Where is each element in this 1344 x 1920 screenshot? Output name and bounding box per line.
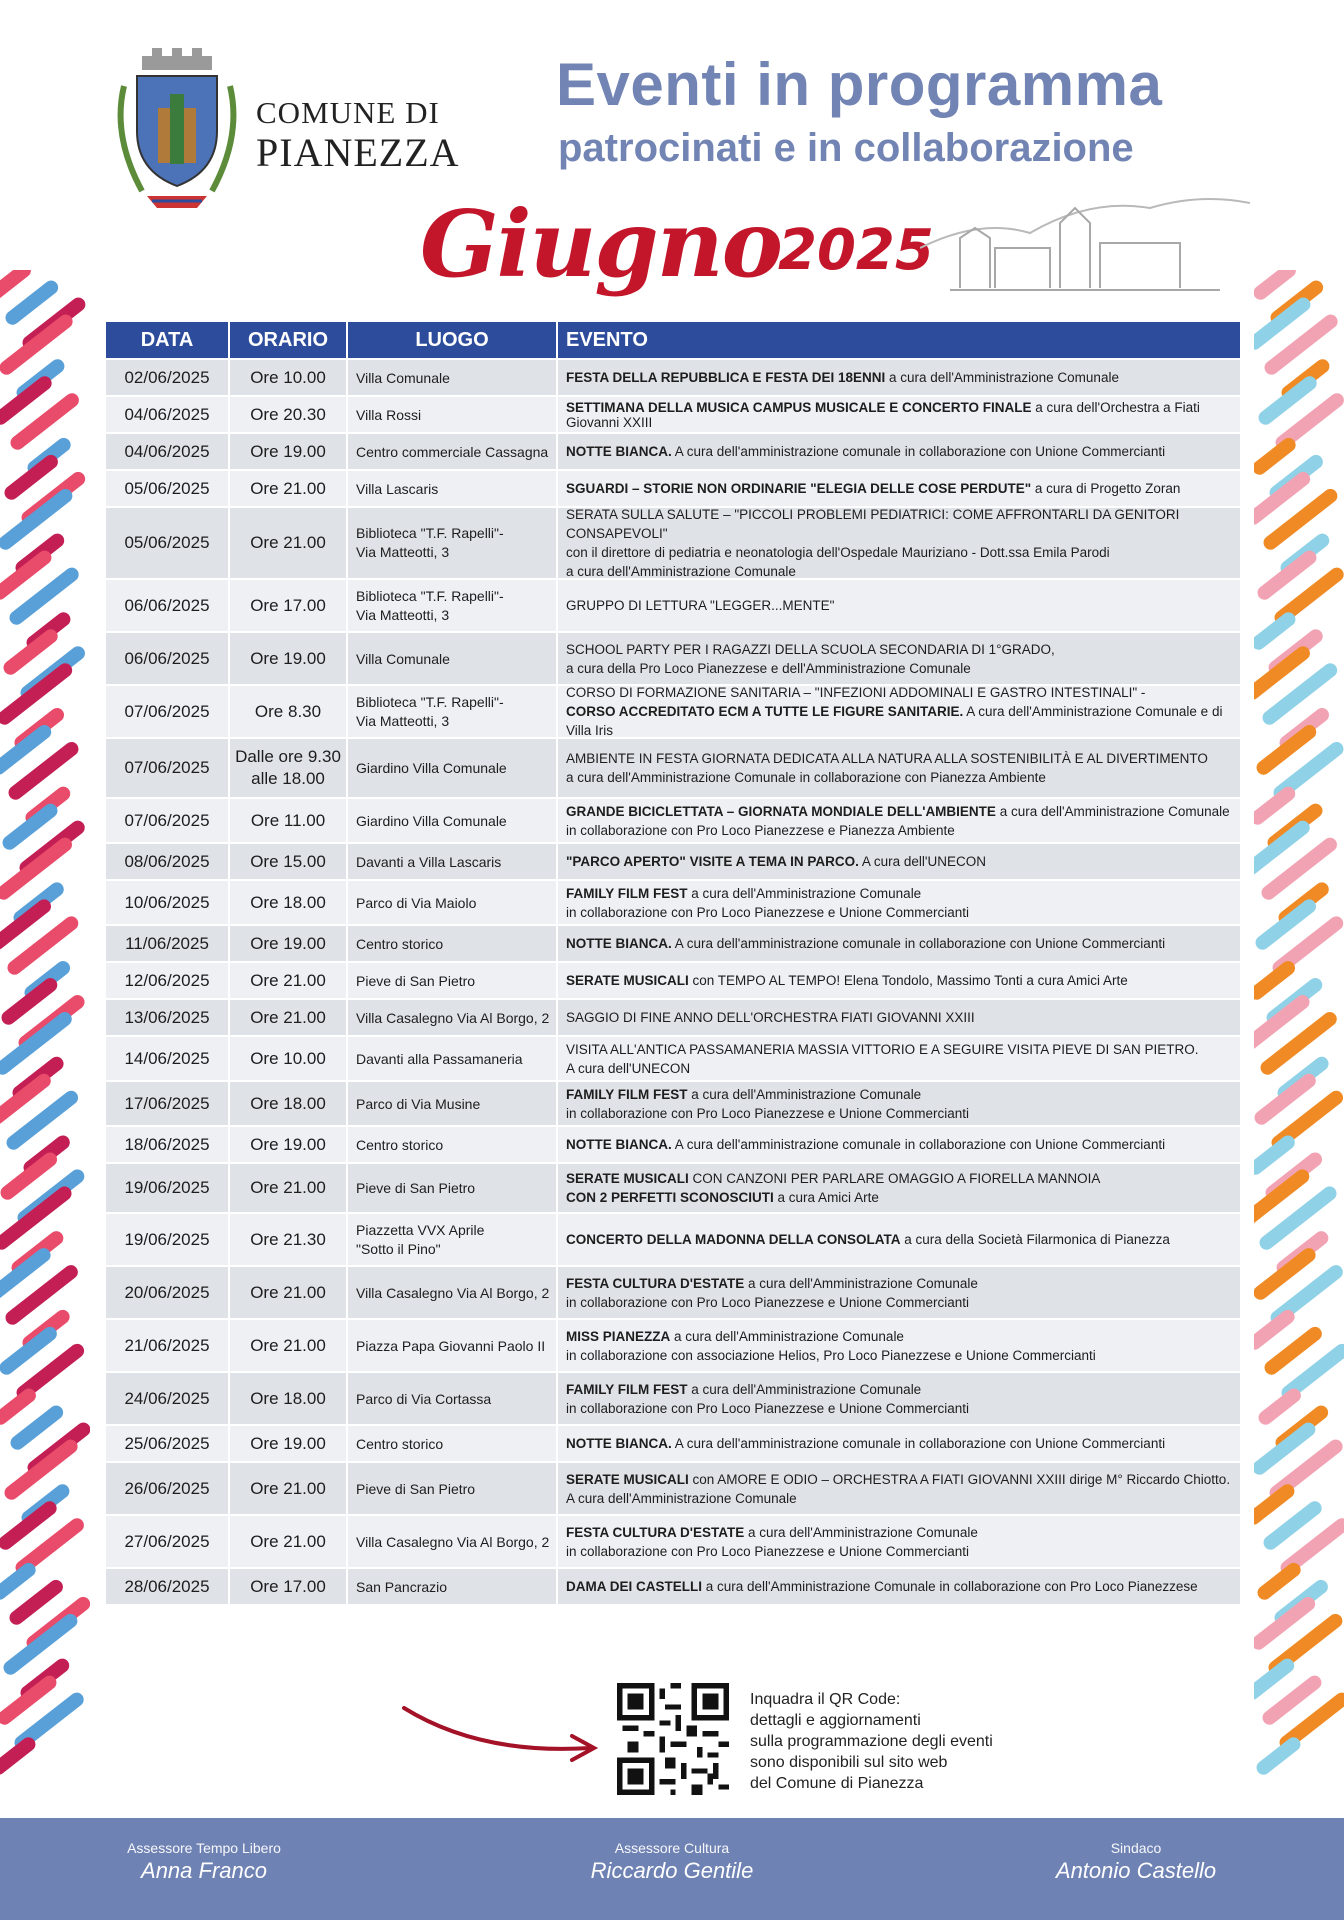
cell-luogo-line: Via Matteotti, 3 — [356, 544, 450, 560]
cell-evento-line: FAMILY FILM FEST a cura dell'Amministrazione Comunale — [566, 1086, 922, 1102]
table-row — [106, 1164, 1240, 1214]
cell-data: 28/06/2025 — [106, 1569, 230, 1604]
cell-evento-line: in collaborazione con Pro Loco Pianezzese e Pianezza Ambiente — [566, 822, 955, 838]
cell-luogo-line: Centro storico — [356, 935, 444, 952]
cell-data: 26/06/2025 — [106, 1463, 230, 1514]
cell-orario — [230, 1082, 348, 1125]
cell-orario — [230, 1267, 348, 1318]
cell-luogo-line: Davanti alla Passamaneria — [356, 1050, 523, 1067]
cell-luogo-line: Parco di Via Cortassa — [356, 1390, 492, 1407]
cell-luogo — [348, 686, 558, 737]
cell-luogo — [348, 1000, 558, 1035]
cell-luogo — [348, 739, 558, 797]
table-row — [106, 1463, 1240, 1516]
cell-data: 06/06/2025 — [106, 580, 230, 631]
cell-orario — [230, 1569, 348, 1604]
month-title: Giugno — [420, 190, 781, 298]
cell-evento-line: CONCERTO DELLA MADONNA DELLA CONSOLATA a cura della Società Filarmonica di Pianezza — [566, 1232, 1170, 1247]
table-row — [106, 360, 1240, 397]
table-row — [106, 963, 1240, 1000]
cell-evento-line: SETTIMANA DELLA MUSICA CAMPUS MUSICALE E CONCERTO FINALE a cura dell'Orchestra a Fiati Giovanni XXIII — [566, 399, 1200, 430]
cell-evento — [558, 434, 1240, 469]
cell-luogo — [348, 580, 558, 631]
cell-evento-line: SAGGIO DI FINE ANNO DELL'ORCHESTRA FIATI GIOVANNI XXIII — [566, 1010, 975, 1025]
cell-luogo-line: Via Matteotti, 3 — [356, 606, 450, 623]
cell-evento-line: A cura dell'Amministrazione Comunale — [566, 1490, 797, 1506]
table-row — [106, 1373, 1240, 1426]
cell-evento-line: CORSO DI FORMAZIONE SANITARIA – "INFEZIONI ADDOMINALI E GASTRO INTESTINALI" - — [566, 685, 1146, 700]
cell-luogo-line: Pieve di San Pietro — [356, 1180, 476, 1196]
cell-luogo-line: Pieve di San Pietro — [356, 1480, 476, 1497]
cell-orario — [230, 799, 348, 842]
cell-orario-line: Ore 21.00 — [250, 1282, 326, 1302]
cell-luogo — [348, 926, 558, 961]
signature-sindaco — [976, 1840, 1296, 1884]
qr-line: sono disponibili sul sito web — [750, 1754, 948, 1771]
cell-data: 07/06/2025 — [106, 686, 230, 737]
cell-evento — [558, 471, 1240, 506]
cell-evento — [558, 1373, 1240, 1424]
cell-data: 21/06/2025 — [106, 1320, 230, 1371]
cell-data: 27/06/2025 — [106, 1516, 230, 1567]
cell-evento — [558, 963, 1240, 998]
cell-data: 13/06/2025 — [106, 1000, 230, 1035]
cell-evento-line: "PARCO APERTO" VISITE A TEMA IN PARCO. A cura dell'UNECON — [566, 854, 986, 869]
cell-luogo-line: Giardino Villa Comunale — [356, 760, 507, 776]
cell-luogo-line: Centro storico — [356, 1136, 444, 1153]
cell-luogo-line: Villa Comunale — [356, 369, 450, 386]
table-row — [106, 1127, 1240, 1164]
qr-instructions — [750, 1689, 993, 1794]
cell-evento-line: MISS PIANEZZA a cura dell'Amministrazione Comunale — [566, 1328, 904, 1344]
cell-data: 19/06/2025 — [106, 1214, 230, 1265]
signature-tempo-libero — [44, 1840, 364, 1884]
cell-orario-line: Ore 21.00 — [250, 1531, 326, 1551]
cell-evento-line: NOTTE BIANCA. A cura dell'amministrazione comunale in collaborazione con Unione Commercianti — [566, 1436, 1166, 1451]
table-row — [106, 633, 1240, 686]
cell-orario-line: Ore 21.30 — [250, 1229, 326, 1249]
cell-orario — [230, 1516, 348, 1567]
cell-luogo — [348, 471, 558, 506]
cell-orario — [230, 1214, 348, 1265]
cell-data: 05/06/2025 — [106, 508, 230, 578]
footer — [0, 1818, 1344, 1920]
cell-orario-line: Ore 15.00 — [250, 851, 326, 871]
cell-orario — [230, 580, 348, 631]
cell-orario — [230, 926, 348, 961]
table-row — [106, 1267, 1240, 1320]
column-header-data: DATA — [106, 322, 230, 358]
cell-data: 07/06/2025 — [106, 799, 230, 842]
cell-evento-line: NOTTE BIANCA. A cura dell'amministrazione comunale in collaborazione con Unione Commercianti — [566, 1137, 1166, 1152]
cell-orario-line: Ore 20.30 — [250, 404, 326, 424]
table-row — [106, 1000, 1240, 1037]
cell-evento — [558, 1463, 1240, 1514]
cell-evento-line: FAMILY FILM FEST a cura dell'Amministrazione Comunale — [566, 885, 922, 901]
cell-luogo — [348, 434, 558, 469]
table-row — [106, 1426, 1240, 1463]
cell-luogo — [348, 1082, 558, 1125]
cell-luogo — [348, 1267, 558, 1318]
qr-line: dettagli e aggiornamenti — [750, 1712, 921, 1729]
cell-luogo-line: Piazza Papa Giovanni Paolo II — [356, 1337, 546, 1354]
cell-orario-line: Ore 21.00 — [250, 1478, 326, 1498]
cell-orario-line: Ore 21.00 — [250, 533, 326, 552]
cell-evento-line: DAMA DEI CASTELLI a cura dell'Amministrazione Comunale in collaborazione con Pro Loco Pianezzese — [566, 1579, 1198, 1594]
cell-data: 12/06/2025 — [106, 963, 230, 998]
cell-evento-line: NOTTE BIANCA. A cura dell'amministrazione comunale in collaborazione con Unione Commercianti — [566, 444, 1166, 459]
cell-evento-line: SGUARDI – STORIE NON ORDINARIE "ELEGIA DELLE COSE PERDUTE" a cura di Progetto Zoran — [566, 481, 1181, 496]
table-row — [106, 799, 1240, 844]
cell-evento-line: FAMILY FILM FEST a cura dell'Amministrazione Comunale — [566, 1381, 922, 1397]
cell-luogo — [348, 1320, 558, 1371]
cell-orario-line: Ore 21.00 — [250, 1007, 326, 1027]
cell-evento-line: a cura dell'Amministrazione Comunale in collaborazione con Pianezza Ambiente — [566, 770, 1046, 785]
cell-luogo-line: Parco di Via Musine — [356, 1095, 481, 1112]
signature-name: Anna Franco — [141, 1858, 267, 1883]
cell-luogo — [348, 1214, 558, 1265]
table-row — [106, 1214, 1240, 1267]
signature-name: Riccardo Gentile — [590, 1858, 754, 1883]
cell-evento — [558, 397, 1240, 432]
cell-evento — [558, 686, 1240, 737]
cell-evento-line: FESTA DELLA REPUBBLICA E FESTA DEI 18ENNI a cura dell'Amministrazione Comunale — [566, 370, 1119, 385]
cell-evento-line: VISITA ALL'ANTICA PASSAMANERIA MASSIA VITTORIO E A SEGUIRE VISITA PIEVE DI SAN PIETRO. — [566, 1041, 1199, 1057]
cell-orario-line: Ore 11.00 — [250, 810, 326, 830]
table-row — [106, 926, 1240, 963]
cell-luogo — [348, 508, 558, 578]
cell-data: 18/06/2025 — [106, 1127, 230, 1162]
cell-evento-line: con il direttore di pediatria e neonatologia dell'Ospedale Mauriziano - Dott.ssa Emila Parodi — [566, 545, 1110, 560]
cell-evento-line: in collaborazione con Pro Loco Pianezzese e Unione Commercianti — [566, 1294, 969, 1310]
cell-orario — [230, 1320, 348, 1371]
cell-evento — [558, 508, 1240, 578]
cell-orario-line: Ore 18.00 — [250, 892, 326, 912]
cell-evento-line: CORSO ACCREDITATO ECM A TUTTE LE FIGURE SANITARIE. A cura dell'Amministrazione Comunale e di Villa Iris — [566, 704, 1223, 738]
cell-data: 14/06/2025 — [106, 1037, 230, 1080]
cell-data: 02/06/2025 — [106, 360, 230, 395]
signature-role: Sindaco — [1110, 1840, 1162, 1856]
cell-orario — [230, 686, 348, 737]
cell-orario-line: Ore 8.30 — [254, 701, 322, 721]
qr-code-icon[interactable] — [617, 1683, 729, 1795]
cell-orario — [230, 633, 348, 684]
table-row — [106, 1320, 1240, 1373]
cell-luogo-line: Parco di Via Maiolo — [356, 894, 477, 911]
cell-orario — [230, 1164, 348, 1212]
cell-data: 17/06/2025 — [106, 1082, 230, 1125]
cell-orario — [230, 1426, 348, 1461]
page-title: Eventi in programma — [556, 51, 1163, 118]
cell-orario — [230, 434, 348, 469]
cell-luogo-line: Davanti a Villa Lascaris — [356, 853, 502, 870]
cell-orario — [230, 1000, 348, 1035]
cell-orario-line: Ore 18.00 — [250, 1093, 326, 1113]
decorative-stripe — [0, 1734, 38, 1777]
cell-data: 20/06/2025 — [106, 1267, 230, 1318]
cell-luogo — [348, 1164, 558, 1212]
comune-line2: PIANEZZA — [256, 130, 460, 175]
cell-orario-line: Ore 10.00 — [250, 1048, 326, 1068]
cell-luogo-line: Pieve di San Pietro — [356, 972, 476, 989]
cell-luogo-line: Villa Casalegno Via Al Borgo, 2 — [356, 1533, 550, 1550]
cell-orario-line: Ore 17.00 — [250, 1576, 326, 1596]
cell-luogo-line: Centro storico — [356, 1435, 444, 1452]
cell-evento-line: a cura della Pro Loco Pianezzese e dell'Amministrazione Comunale — [566, 660, 971, 676]
cell-evento-line: A cura dell'UNECON — [566, 1060, 691, 1076]
cell-evento-line: AMBIENTE IN FESTA GIORNATA DEDICATA ALLA NATURA ALLA SOSTENIBILITÀ E AL DIVERTIMENTO — [566, 751, 1208, 766]
cell-luogo-line: Villa Casalegno Via Al Borgo, 2 — [356, 1284, 550, 1301]
cell-evento-line: in collaborazione con Pro Loco Pianezzese e Unione Commercianti — [566, 1543, 969, 1559]
cell-luogo-line: Villa Rossi — [356, 406, 422, 423]
cell-orario — [230, 471, 348, 506]
table-row — [106, 739, 1240, 799]
cell-orario-line: alle 18.00 — [251, 769, 325, 788]
cell-luogo-line: "Sotto il Pino" — [356, 1240, 441, 1257]
cell-evento — [558, 580, 1240, 631]
table-body — [106, 360, 1240, 1606]
comune-line1: COMUNE DI — [256, 95, 440, 130]
table-row — [106, 1037, 1240, 1082]
cell-luogo — [348, 633, 558, 684]
cell-orario — [230, 508, 348, 578]
cell-orario — [230, 844, 348, 879]
table-row — [106, 881, 1240, 926]
cell-evento — [558, 1320, 1240, 1371]
cell-luogo-line: Centro commerciale Cassagna — [356, 443, 549, 460]
decorative-stripes-right — [1254, 270, 1344, 1800]
cell-orario-line: Ore 10.00 — [250, 367, 326, 387]
cell-evento — [558, 844, 1240, 879]
cell-orario-line: Ore 19.00 — [250, 1134, 326, 1154]
cell-orario — [230, 397, 348, 432]
cell-luogo — [348, 963, 558, 998]
municipal-crest-icon — [112, 46, 242, 216]
cell-luogo — [348, 844, 558, 879]
cell-evento-line: GRANDE BICICLETTATA – GIORNATA MONDIALE DELL'AMBIENTE a cura dell'Amministrazione Comunale — [566, 803, 1230, 819]
cell-data: 06/06/2025 — [106, 633, 230, 684]
cell-orario-line: Ore 19.00 — [250, 933, 326, 953]
cell-evento-line: SERATA SULLA SALUTE – "PICCOLI PROBLEMI PEDIATRICI: COME AFFRONTARLI DA GENITORI CONSAPEVOLI" — [566, 507, 1180, 541]
column-header-luogo — [348, 322, 558, 358]
table-row — [106, 1569, 1240, 1606]
cell-evento — [558, 1214, 1240, 1265]
cell-luogo-line: Piazzetta VVX Aprile — [356, 1221, 485, 1238]
cell-luogo — [348, 799, 558, 842]
cell-evento — [558, 633, 1240, 684]
cell-evento-line: NOTTE BIANCA. A cura dell'amministrazione comunale in collaborazione con Unione Commercianti — [566, 936, 1166, 951]
page-subtitle: patrocinati e in collaborazione — [558, 126, 1134, 170]
cell-luogo-line: Biblioteca "T.F. Rapelli"- — [356, 693, 504, 710]
cell-orario-line: Ore 19.00 — [250, 441, 326, 461]
comune-name — [256, 95, 460, 175]
cell-data: 04/06/2025 — [106, 434, 230, 469]
cell-evento-line: SCHOOL PARTY PER I RAGAZZI DELLA SCUOLA SECONDARIA DI 1°GRADO, — [566, 641, 1055, 657]
cell-evento — [558, 1127, 1240, 1162]
cell-luogo — [348, 1569, 558, 1604]
cell-orario — [230, 963, 348, 998]
cell-orario-line: Ore 21.00 — [250, 970, 326, 990]
cell-orario — [230, 739, 348, 797]
cell-orario — [230, 881, 348, 924]
cell-evento — [558, 1164, 1240, 1212]
cell-evento — [558, 739, 1240, 797]
cell-luogo — [348, 1516, 558, 1567]
cell-evento — [558, 1516, 1240, 1567]
cell-orario-line: Ore 19.00 — [250, 648, 326, 668]
cell-luogo — [348, 1373, 558, 1424]
cell-luogo-line: Villa Lascaris — [356, 480, 439, 497]
cell-evento — [558, 360, 1240, 395]
cell-evento — [558, 799, 1240, 842]
table-row — [106, 397, 1240, 434]
cell-orario-line: Ore 21.00 — [250, 478, 326, 498]
cell-evento — [558, 1426, 1240, 1461]
cell-orario — [230, 1037, 348, 1080]
cell-data: 10/06/2025 — [106, 881, 230, 924]
column-header-luogo-label: LUOGO — [415, 328, 489, 351]
cell-data: 04/06/2025 — [106, 397, 230, 432]
cell-luogo-line: San Pancrazio — [356, 1578, 448, 1595]
cell-orario-line: Ore 21.00 — [250, 1335, 326, 1355]
cell-evento-line: FESTA CULTURA D'ESTATE a cura dell'Amministrazione Comunale — [566, 1524, 978, 1540]
cell-luogo — [348, 1463, 558, 1514]
column-header-orario: ORARIO — [230, 322, 348, 358]
cell-data: 05/06/2025 — [106, 471, 230, 506]
cell-luogo-line: Biblioteca "T.F. Rapelli"- — [356, 587, 504, 604]
table-row — [106, 844, 1240, 881]
cell-evento — [558, 926, 1240, 961]
table-row — [106, 580, 1240, 633]
cell-luogo-line: Villa Comunale — [356, 650, 450, 667]
cell-data: 25/06/2025 — [106, 1426, 230, 1461]
cell-luogo-line: Via Matteotti, 3 — [356, 712, 450, 729]
qr-line: sulla programmazione degli eventi — [750, 1733, 993, 1750]
cell-evento — [558, 1267, 1240, 1318]
cell-luogo — [348, 1127, 558, 1162]
cell-evento-line: GRUPPO DI LETTURA "LEGGER...MENTE" — [566, 598, 835, 613]
cell-orario-line: Dalle ore 9.30 — [235, 747, 341, 766]
table-header — [106, 322, 1240, 360]
cell-data: 11/06/2025 — [106, 926, 230, 961]
cell-orario — [230, 360, 348, 395]
arrow-icon — [400, 1700, 610, 1770]
cell-orario-line: Ore 21.00 — [250, 1178, 326, 1197]
decorative-stripes-left — [0, 270, 90, 1800]
cell-orario-line: Ore 18.00 — [250, 1388, 326, 1408]
events-table — [106, 322, 1240, 1606]
cell-luogo-line: Giardino Villa Comunale — [356, 812, 507, 829]
cell-evento — [558, 1569, 1240, 1604]
cell-data: 08/06/2025 — [106, 844, 230, 879]
cell-evento-line: FESTA CULTURA D'ESTATE a cura dell'Amministrazione Comunale — [566, 1275, 978, 1291]
cell-data: 19/06/2025 — [106, 1164, 230, 1212]
cell-luogo — [348, 1426, 558, 1461]
qr-line: Inquadra il QR Code: — [750, 1691, 901, 1708]
cell-evento-line: a cura dell'Amministrazione Comunale — [566, 564, 796, 579]
table-row — [106, 1516, 1240, 1569]
table-row — [106, 471, 1240, 508]
cell-evento — [558, 1000, 1240, 1035]
cell-luogo — [348, 397, 558, 432]
signature-cultura — [512, 1840, 832, 1884]
cell-luogo-line: Villa Casalegno Via Al Borgo, 2 — [356, 1009, 550, 1026]
cell-luogo — [348, 881, 558, 924]
cell-orario — [230, 1463, 348, 1514]
cell-orario — [230, 1127, 348, 1162]
cell-luogo-line: Biblioteca "T.F. Rapelli"- — [356, 525, 504, 541]
cell-evento — [558, 881, 1240, 924]
qr-line: del Comune di Pianezza — [750, 1775, 924, 1792]
table-row — [106, 434, 1240, 471]
cell-evento-line: SERATE MUSICALI con AMORE E ODIO – ORCHESTRA A FIATI GIOVANNI XXIII dirige M° Riccardo Chiotto. — [566, 1471, 1231, 1487]
cell-evento-line: in collaborazione con Pro Loco Pianezzese e Unione Commercianti — [566, 904, 969, 920]
cell-evento-line: SERATE MUSICALI CON CANZONI PER PARLARE OMAGGIO A FIORELLA MANNOIA — [566, 1171, 1101, 1186]
cell-evento-line: in collaborazione con Pro Loco Pianezzese e Unione Commercianti — [566, 1400, 969, 1416]
cell-evento — [558, 1037, 1240, 1080]
table-row — [106, 508, 1240, 580]
cell-luogo — [348, 1037, 558, 1080]
cell-evento-line: CON 2 PERFETTI SCONOSCIUTI a cura Amici Arte — [566, 1190, 879, 1205]
column-header-evento: EVENTO — [566, 328, 648, 351]
town-sketch-icon — [920, 178, 1250, 293]
year-title: 2025 — [778, 218, 934, 283]
cell-data: 24/06/2025 — [106, 1373, 230, 1424]
signature-role: Assessore Cultura — [614, 1840, 730, 1856]
cell-evento-line: in collaborazione con Pro Loco Pianezzese e Unione Commercianti — [566, 1105, 969, 1121]
cell-luogo — [348, 360, 558, 395]
table-row — [106, 1082, 1240, 1127]
cell-orario-line: Ore 17.00 — [250, 595, 326, 615]
cell-evento-line: in collaborazione con associazione Helios, Pro Loco Pianezzese e Unione Commercianti — [566, 1347, 1096, 1363]
cell-data: 07/06/2025 — [106, 739, 230, 797]
cell-orario-line: Ore 19.00 — [250, 1433, 326, 1453]
signature-role: Assessore Tempo Libero — [127, 1840, 281, 1856]
cell-evento — [558, 1082, 1240, 1125]
cell-evento-line: SERATE MUSICALI con TEMPO AL TEMPO! Elena Tondolo, Massimo Tonti a cura Amici Arte — [566, 973, 1128, 988]
signature-name: Antonio Castello — [1055, 1858, 1217, 1883]
cell-orario — [230, 1373, 348, 1424]
table-row — [106, 686, 1240, 739]
